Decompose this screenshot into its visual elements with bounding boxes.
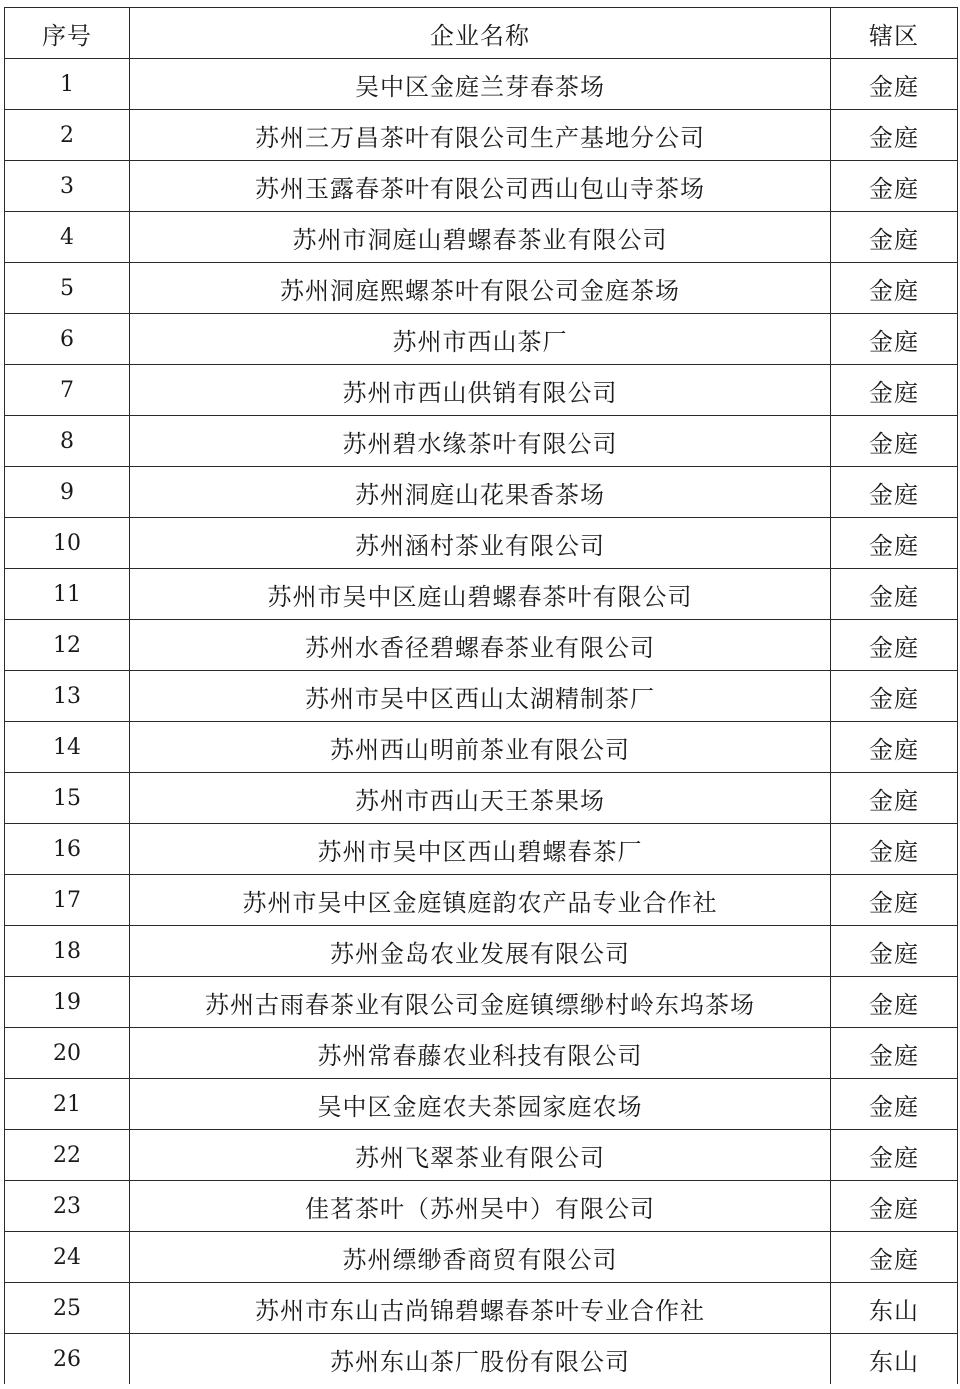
cell-company-name: 苏州古雨春茶业有限公司金庭镇缥缈村岭东坞茶场 bbox=[130, 977, 831, 1028]
cell-company-name: 苏州市西山天王茶果场 bbox=[130, 773, 831, 824]
cell-district: 东山 bbox=[831, 1283, 958, 1334]
cell-district: 金庭 bbox=[831, 1079, 958, 1130]
cell-company-name: 苏州市吴中区庭山碧螺春茶叶有限公司 bbox=[130, 569, 831, 620]
cell-company-name: 苏州三万昌茶叶有限公司生产基地分公司 bbox=[130, 110, 831, 161]
cell-index: 11 bbox=[5, 569, 130, 620]
cell-district: 金庭 bbox=[831, 620, 958, 671]
cell-company-name: 吴中区金庭兰芽春茶场 bbox=[130, 59, 831, 110]
cell-index: 4 bbox=[5, 212, 130, 263]
cell-company-name: 苏州常春藤农业科技有限公司 bbox=[130, 1028, 831, 1079]
cell-company-name: 苏州东山茶厂股份有限公司 bbox=[130, 1334, 831, 1385]
cell-company-name: 苏州碧水缘茶叶有限公司 bbox=[130, 416, 831, 467]
table-row bbox=[5, 1130, 958, 1181]
table-row bbox=[5, 59, 958, 110]
cell-district: 金庭 bbox=[831, 722, 958, 773]
cell-index: 2 bbox=[5, 110, 130, 161]
cell-index: 6 bbox=[5, 314, 130, 365]
cell-index: 8 bbox=[5, 416, 130, 467]
cell-company-name: 苏州市洞庭山碧螺春茶业有限公司 bbox=[130, 212, 831, 263]
cell-index: 3 bbox=[5, 161, 130, 212]
table-row bbox=[5, 1283, 958, 1334]
header-company-name: 企业名称 bbox=[130, 8, 831, 59]
header-district: 辖区 bbox=[831, 8, 958, 59]
cell-district: 金庭 bbox=[831, 1232, 958, 1283]
cell-company-name: 苏州飞翠茶业有限公司 bbox=[130, 1130, 831, 1181]
cell-company-name: 苏州市东山古尚锦碧螺春茶叶专业合作社 bbox=[130, 1283, 831, 1334]
cell-district: 金庭 bbox=[831, 263, 958, 314]
cell-index: 20 bbox=[5, 1028, 130, 1079]
cell-company-name: 苏州市西山供销有限公司 bbox=[130, 365, 831, 416]
cell-district: 金庭 bbox=[831, 569, 958, 620]
cell-index: 5 bbox=[5, 263, 130, 314]
table-row bbox=[5, 722, 958, 773]
table-row bbox=[5, 977, 958, 1028]
table-row bbox=[5, 569, 958, 620]
cell-company-name: 苏州水香径碧螺春茶业有限公司 bbox=[130, 620, 831, 671]
cell-company-name: 苏州玉露春茶叶有限公司西山包山寺茶场 bbox=[130, 161, 831, 212]
cell-index: 19 bbox=[5, 977, 130, 1028]
table-row bbox=[5, 671, 958, 722]
cell-index: 15 bbox=[5, 773, 130, 824]
cell-index: 17 bbox=[5, 875, 130, 926]
cell-index: 14 bbox=[5, 722, 130, 773]
table-row bbox=[5, 212, 958, 263]
cell-district: 金庭 bbox=[831, 467, 958, 518]
cell-company-name: 苏州市吴中区西山碧螺春茶厂 bbox=[130, 824, 831, 875]
cell-index: 10 bbox=[5, 518, 130, 569]
table-row bbox=[5, 875, 958, 926]
table-row bbox=[5, 1232, 958, 1283]
cell-index: 12 bbox=[5, 620, 130, 671]
cell-company-name: 苏州西山明前茶业有限公司 bbox=[130, 722, 831, 773]
cell-index: 21 bbox=[5, 1079, 130, 1130]
cell-district: 金庭 bbox=[831, 926, 958, 977]
cell-district: 金庭 bbox=[831, 1181, 958, 1232]
cell-index: 22 bbox=[5, 1130, 130, 1181]
header-index: 序号 bbox=[5, 8, 130, 59]
table-body bbox=[5, 59, 958, 1385]
cell-district: 东山 bbox=[831, 1334, 958, 1385]
cell-company-name: 苏州涵村茶业有限公司 bbox=[130, 518, 831, 569]
cell-company-name: 佳茗茶叶（苏州吴中）有限公司 bbox=[130, 1181, 831, 1232]
cell-district: 金庭 bbox=[831, 212, 958, 263]
cell-district: 金庭 bbox=[831, 977, 958, 1028]
table-row bbox=[5, 1028, 958, 1079]
table-row bbox=[5, 1181, 958, 1232]
cell-index: 7 bbox=[5, 365, 130, 416]
table-row bbox=[5, 926, 958, 977]
table-row bbox=[5, 467, 958, 518]
cell-index: 24 bbox=[5, 1232, 130, 1283]
table-row bbox=[5, 161, 958, 212]
table-row bbox=[5, 1079, 958, 1130]
cell-company-name: 苏州市吴中区金庭镇庭韵农产品专业合作社 bbox=[130, 875, 831, 926]
cell-index: 23 bbox=[5, 1181, 130, 1232]
cell-company-name: 苏州市吴中区西山太湖精制茶厂 bbox=[130, 671, 831, 722]
cell-district: 金庭 bbox=[831, 671, 958, 722]
cell-district: 金庭 bbox=[831, 161, 958, 212]
table-row bbox=[5, 263, 958, 314]
cell-index: 18 bbox=[5, 926, 130, 977]
cell-district: 金庭 bbox=[831, 365, 958, 416]
cell-district: 金庭 bbox=[831, 875, 958, 926]
table-row bbox=[5, 416, 958, 467]
cell-company-name: 吴中区金庭农夫茶园家庭农场 bbox=[130, 1079, 831, 1130]
cell-index: 25 bbox=[5, 1283, 130, 1334]
table-row bbox=[5, 314, 958, 365]
cell-index: 13 bbox=[5, 671, 130, 722]
table-row bbox=[5, 518, 958, 569]
table-row bbox=[5, 824, 958, 875]
enterprise-table bbox=[4, 7, 958, 1384]
cell-index: 26 bbox=[5, 1334, 130, 1385]
table-row bbox=[5, 1334, 958, 1385]
cell-company-name: 苏州洞庭山花果香茶场 bbox=[130, 467, 831, 518]
cell-district: 金庭 bbox=[831, 110, 958, 161]
cell-district: 金庭 bbox=[831, 59, 958, 110]
cell-district: 金庭 bbox=[831, 824, 958, 875]
cell-company-name: 苏州缥缈香商贸有限公司 bbox=[130, 1232, 831, 1283]
cell-district: 金庭 bbox=[831, 416, 958, 467]
cell-district: 金庭 bbox=[831, 1130, 958, 1181]
cell-company-name: 苏州洞庭熙螺茶叶有限公司金庭茶场 bbox=[130, 263, 831, 314]
cell-company-name: 苏州市西山茶厂 bbox=[130, 314, 831, 365]
cell-index: 16 bbox=[5, 824, 130, 875]
table-row bbox=[5, 773, 958, 824]
table-row bbox=[5, 620, 958, 671]
table-row bbox=[5, 365, 958, 416]
cell-index: 1 bbox=[5, 59, 130, 110]
cell-district: 金庭 bbox=[831, 314, 958, 365]
cell-district: 金庭 bbox=[831, 518, 958, 569]
cell-district: 金庭 bbox=[831, 773, 958, 824]
table-row bbox=[5, 110, 958, 161]
table-header-row bbox=[5, 8, 958, 59]
cell-district: 金庭 bbox=[831, 1028, 958, 1079]
cell-index: 9 bbox=[5, 467, 130, 518]
cell-company-name: 苏州金岛农业发展有限公司 bbox=[130, 926, 831, 977]
